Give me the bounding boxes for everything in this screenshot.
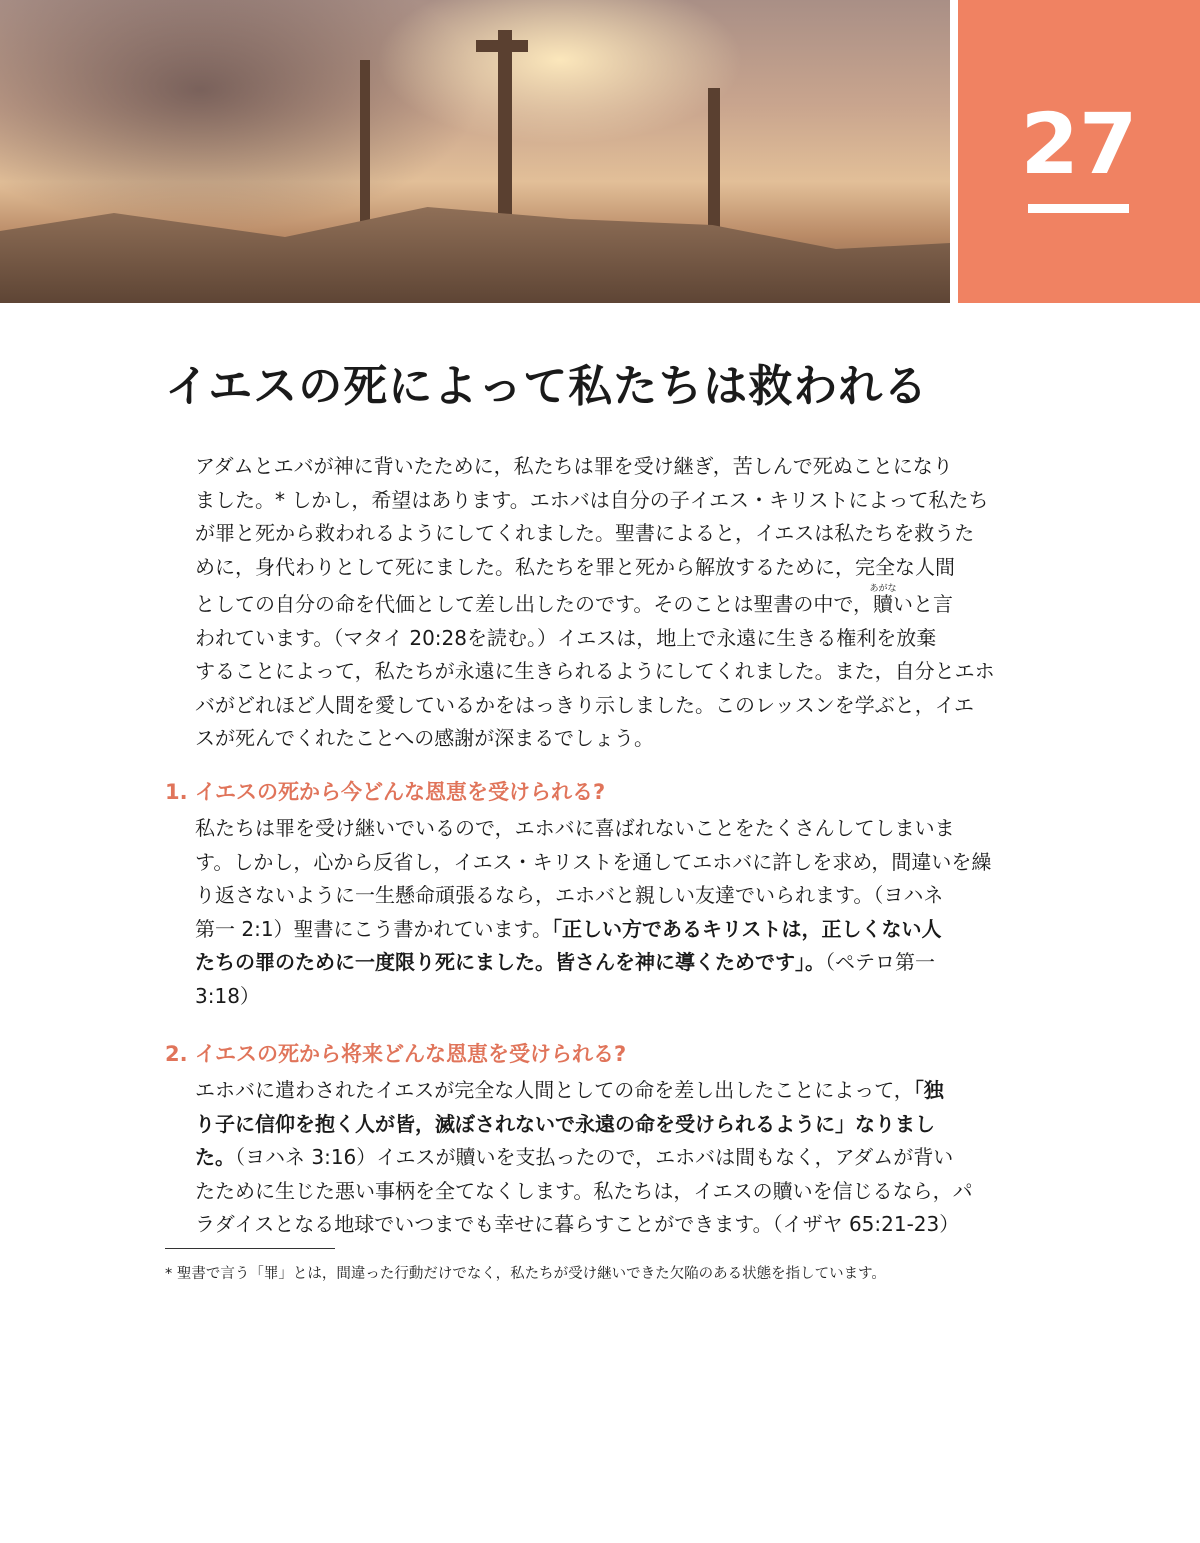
text-line	[195, 622, 955, 656]
text-segment: （ヨハネ 3:16）イエスが贖いを支払ったので，エホバは間もなく，アダムが背い	[235, 1145, 954, 1169]
text-line	[195, 946, 955, 980]
section-2-paragraph	[195, 1074, 973, 1242]
text-line	[195, 450, 955, 484]
text-line	[195, 1175, 973, 1209]
text-line	[195, 913, 955, 947]
footnote-divider	[165, 1248, 335, 1249]
text-line	[195, 722, 955, 756]
page-title: イエスの死によって私たちは救われる	[165, 361, 929, 412]
text-line	[195, 1074, 955, 1108]
text-segment: アダムとエバが神に背いたために，私たちは罪を受け継ぎ，苦しんで死ぬことになり	[195, 454, 953, 478]
bold-quote-text: たちの罪のために一度限り死にました。皆さんを神に導くためです」。	[195, 950, 825, 974]
text-segment: いと言	[893, 592, 953, 616]
lesson-number-badge	[958, 0, 1200, 303]
lesson-number: 27	[1020, 95, 1138, 193]
text-segment: （ペテロ第一	[825, 950, 935, 974]
section-heading-1: 1. イエスの死から今どんな恩恵を受けられる?	[165, 780, 606, 804]
text-line	[195, 551, 955, 585]
text-segment: めに，身代わりとして死にました。私たちを罪と死から解放するために，完全な人間	[195, 554, 955, 579]
bold-quote-text: た。	[195, 1145, 235, 1169]
text-line	[195, 517, 975, 551]
text-segment: 私たちは罪を受け継いでいるので，エホバに喜ばれないことをたくさんしてしまいま	[195, 816, 955, 840]
text-segment: スが死んでくれたことへの感謝が深まるでしょう。	[195, 726, 654, 750]
text-line	[195, 980, 955, 1014]
intro-paragraph	[195, 450, 995, 756]
footnote: * 聖書で言う「罪」とは，間違った行動だけでなく，私たちが受け継いできた欠陥のある状態を指しています。	[165, 1266, 886, 1282]
ruby-annotation: 贖あがな	[869, 584, 897, 616]
text-segment: われています。（マタイ 20:28を読む。）イエスは，地上で永遠に生きる権利を放棄	[195, 625, 937, 650]
text-segment: が罪と死から救われるようにしてくれました。聖書によると，イエスは私たちを救うた	[195, 521, 975, 545]
text-line	[195, 1141, 955, 1175]
text-line	[195, 879, 955, 913]
text-segment: す。しかし，心から反省し，イエス・キリストを通してエホバに許しを求め，間違いを繰	[195, 849, 992, 874]
text-line	[195, 484, 989, 518]
text-line	[195, 1108, 955, 1142]
text-segment: ました。* しかし，希望はあります。エホバは自分の子イエス・キリストによって私たち	[195, 487, 989, 512]
text-segment: としての自分の命を代価として差し出したのです。そのことは聖書の中で，	[195, 592, 873, 616]
text-line	[195, 689, 974, 723]
text-segment: することによって，私たちが永遠に生きられるようにしてくれました。また，自分とエホ	[195, 659, 995, 683]
text-segment: ラダイスとなる地球でいつまでも幸せに暮らすことができます。（イザヤ 65:21-23）	[195, 1212, 960, 1236]
text-segment: 第一 2:1）聖書にこう書かれています。	[195, 916, 552, 941]
text-line	[195, 812, 955, 846]
bold-quote-text: 「独	[913, 1078, 944, 1102]
text-line	[195, 584, 955, 622]
text-segment: エホバに遣わされたイエスが完全な人間としての命を差し出したことによって，	[195, 1078, 914, 1102]
text-segment: 3:18）	[195, 983, 260, 1008]
text-line	[195, 846, 992, 880]
section-heading-2: 2. イエスの死から将来どんな恩恵を受けられる?	[165, 1042, 627, 1066]
text-segment: り返さないように一生懸命頑張るなら，エホバと親しい友達でいられます。（ヨハネ	[195, 883, 944, 907]
lesson-number-underline	[1028, 204, 1129, 213]
text-line	[195, 1208, 960, 1242]
section-1-paragraph	[195, 812, 992, 1013]
hero-image-crucifixion-scene	[0, 0, 950, 303]
bold-quote-text: り子に信仰を抱く人が皆，滅ぼされないで永遠の命を受けられるように」なりまし	[195, 1111, 935, 1136]
bold-quote-text: 「正しい方であるキリストは，正しくない人	[551, 916, 942, 941]
text-line	[195, 655, 995, 689]
text-segment: バがどれほど人間を愛しているかをはっきり示しました。このレッスンを学ぶと，イエ	[195, 692, 974, 717]
text-segment: たために生じた悪い事柄を全てなくします。私たちは，イエスの贖いを信じるなら，パ	[195, 1178, 973, 1203]
